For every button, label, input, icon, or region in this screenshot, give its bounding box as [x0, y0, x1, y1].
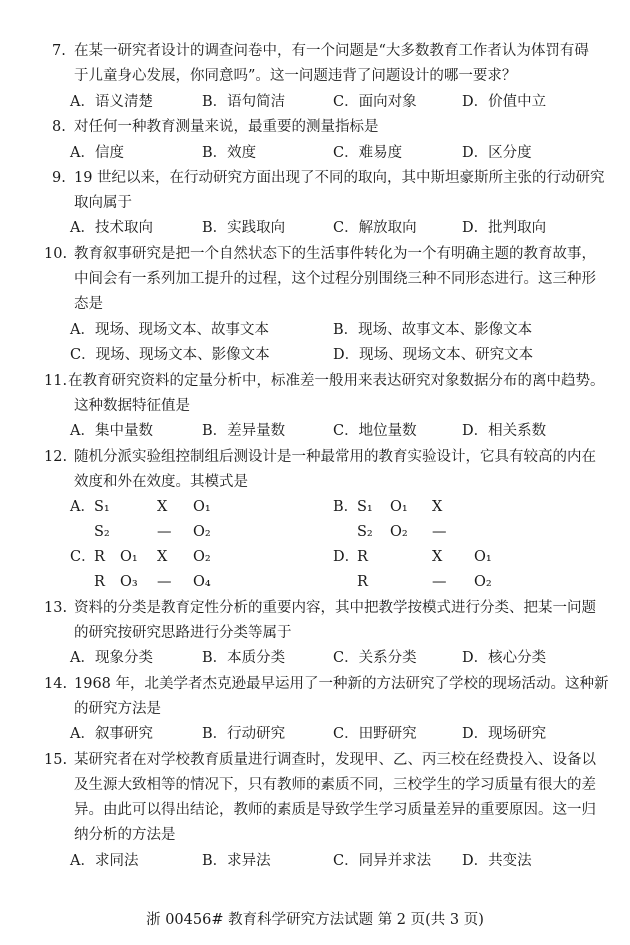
question-number: 14. — [44, 676, 68, 692]
option-label: B． — [333, 499, 359, 515]
option-c: C．面向对象 — [333, 94, 417, 110]
design-symbol: O₂ — [193, 524, 211, 540]
option-b: B．现场、故事文本、影像文本 — [333, 322, 533, 338]
design-symbol: R — [357, 574, 368, 590]
option-c: C．地位量数 — [333, 423, 417, 439]
option-a: A．技术取向 — [70, 220, 153, 236]
design-symbol: O₁ — [193, 499, 211, 515]
option-a: A．现象分类 — [70, 650, 153, 666]
design-symbol: X — [157, 499, 168, 515]
option-a: A．叙事研究 — [70, 726, 153, 742]
design-symbol: O₂ — [193, 549, 211, 565]
option-d: D．核心分类 — [462, 650, 547, 666]
option-d: D．现场研究 — [462, 726, 547, 742]
design-symbol: R — [357, 549, 368, 565]
question-number: 15. — [44, 752, 68, 768]
question-text-line: 纳分析的方法是 — [74, 827, 176, 843]
question-text-line: 异。由此可以得出结论，教师的素质是导致学生学习质量差异的重要原因。这一归 — [74, 802, 596, 818]
question-text-line: 及生源大致相等的情况下，只有教师的素质不同，三校学生的学习质量有很大的差 — [74, 777, 596, 793]
option-c: C．关系分类 — [333, 650, 417, 666]
option-b: B．实践取向 — [202, 220, 286, 236]
design-symbol: S₁ — [94, 499, 110, 515]
option-d: D．价值中立 — [462, 94, 547, 110]
option-a: A．语义清楚 — [70, 94, 153, 110]
option-c: C．同异并求法 — [333, 853, 432, 869]
design-symbol: O₁ — [120, 549, 138, 565]
question-text-line: 1968 年，北美学者杰克逊最早运用了一种新的方法研究了学校的现场活动。这种新 — [74, 676, 609, 692]
design-symbol: O₃ — [120, 574, 138, 590]
question-text-line: 中间会有一系列加工提升的过程，这个过程分别围绕三种不同形态进行。这三种形 — [74, 271, 596, 287]
design-symbol: S₁ — [357, 499, 373, 515]
option-d: D．共变法 — [462, 853, 532, 869]
option-label: C． — [70, 549, 96, 565]
options-row — [70, 320, 600, 340]
design-symbol: O₄ — [193, 574, 211, 590]
page-footer: 浙 00456# 教育科学研究方法试题 第 2 页(共 3 页) — [146, 912, 484, 928]
design-symbol: O₂ — [390, 524, 408, 540]
option-c: C．田野研究 — [333, 726, 417, 742]
option-a: A．求同法 — [70, 853, 139, 869]
design-symbol: O₁ — [390, 499, 408, 515]
option-b: B．行动研究 — [202, 726, 286, 742]
option-a: A．信度 — [70, 145, 124, 161]
question-number: 11. — [44, 373, 68, 389]
option-d: D．相关系数 — [462, 423, 547, 439]
design-symbol: — — [157, 524, 172, 540]
design-symbol: S₂ — [357, 524, 373, 540]
options-row — [70, 143, 600, 163]
question-text-line: 效度和外在效度。其模式是 — [74, 474, 248, 490]
options-row — [70, 345, 600, 365]
options-row — [70, 92, 600, 112]
option-d: D．现场、现场文本、研究文本 — [333, 347, 534, 363]
design-symbol: O₂ — [474, 574, 492, 590]
option-label: A． — [70, 499, 95, 515]
question-number: 8. — [52, 119, 66, 135]
design-symbol: — — [432, 574, 447, 590]
question-text-line: 态是 — [74, 296, 103, 312]
option-b: B．本质分类 — [202, 650, 286, 666]
options-row — [70, 421, 600, 441]
option-c: C．现场、现场文本、影像文本 — [70, 347, 270, 363]
design-symbol: O₁ — [474, 549, 492, 565]
question-number: 10. — [44, 246, 68, 262]
design-symbol: R — [94, 549, 105, 565]
options-row — [70, 851, 600, 871]
question-text-line: 资料的分类是教育定性分析的重要内容，其中把教学按模式进行分类、把某一问题 — [74, 600, 596, 616]
design-symbol: S₂ — [94, 524, 110, 540]
design-symbol: — — [157, 574, 172, 590]
question-text-line: 这种数据特征值是 — [74, 398, 190, 414]
question-text-line: 对任何一种教育测量来说，最重要的测量指标是 — [74, 119, 379, 135]
question-text-line: 的研究方法是 — [74, 701, 161, 717]
options-row — [70, 218, 600, 238]
option-a: A．现场、现场文本、故事文本 — [70, 322, 269, 338]
option-c: C．解放取向 — [333, 220, 417, 236]
question-text-line: 在某一研究者设计的调查问卷中，有一个问题是“大多数教育工作者认为体罚有碍 — [74, 43, 589, 59]
options-row — [70, 724, 600, 744]
question-text-line: 某研究者在对学校教育质量进行调查时，发现甲、乙、丙三校在经费投入、设备以 — [74, 752, 596, 768]
question-text-line: 在教育研究资料的定量分析中，标准差一般用来表达研究对象数据分布的离中趋势。 — [68, 373, 605, 389]
option-b: B．求异法 — [202, 853, 271, 869]
design-symbol: X — [432, 499, 443, 515]
design-symbol: — — [432, 524, 447, 540]
design-symbol: R — [94, 574, 105, 590]
option-label: D． — [333, 549, 360, 565]
design-symbol: X — [432, 549, 443, 565]
option-d: D．批判取向 — [462, 220, 547, 236]
options-row — [70, 648, 600, 668]
question-text-line: 的研究按研究思路进行分类等属于 — [74, 625, 292, 641]
option-c: C．难易度 — [333, 145, 403, 161]
question-number: 9. — [52, 170, 66, 186]
option-a: A．集中量数 — [70, 423, 153, 439]
option-b: B．效度 — [202, 145, 257, 161]
question-text-line: 随机分派实验组控制组后测设计是一种最常用的教育实验设计，它具有较高的内在 — [74, 449, 596, 465]
question-text-line: 取向属于 — [74, 195, 132, 211]
question-text-line: 教育叙事研究是把一个自然状态下的生活事件转化为一个有明确主题的教育故事， — [74, 246, 596, 262]
option-d: D．区分度 — [462, 145, 532, 161]
option-b: B．差异量数 — [202, 423, 286, 439]
question-number: 13. — [44, 600, 68, 616]
design-symbol: X — [157, 549, 168, 565]
question-text-line: 于儿童身心发展，你同意吗”。这一问题违背了问题设计的哪一要求？ — [74, 68, 517, 84]
option-b: B．语句简洁 — [202, 94, 286, 110]
question-number: 12. — [44, 449, 68, 465]
question-number: 7. — [52, 43, 66, 59]
question-text-line: 19 世纪以来，在行动研究方面出现了不同的取向，其中斯坦豪斯所主张的行动研究 — [74, 170, 605, 186]
